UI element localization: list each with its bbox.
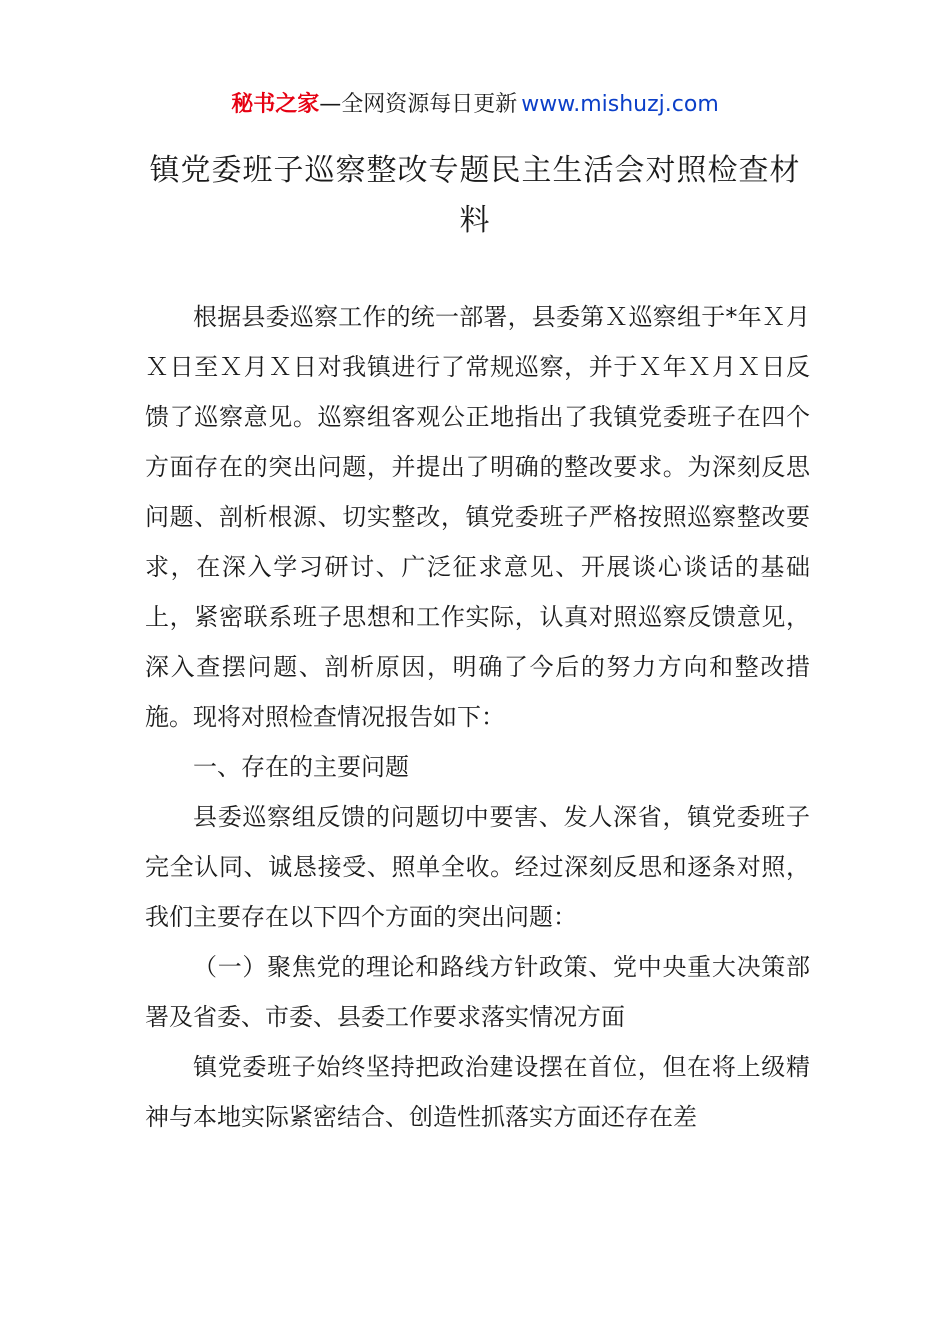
paragraph-subsection-1: 镇党委班子始终坚持把政治建设摆在首位，但在将上级精神与本地实际紧密结合、创造性抓落实方面还存在差 <box>145 1053 810 1131</box>
section-heading-1: 一、存在的主要问题 <box>193 753 409 781</box>
paragraph-intro: 根据县委巡察工作的统一部署，县委第Ｘ巡察组于*年Ｘ月Ｘ日至Ｘ月Ｘ日对我镇进行了常规巡察，并于Ｘ年Ｘ月Ｘ日反馈了巡察意见。巡察组客观公正地指出了我镇党委班子在四个方面存在的突出问题，并提出了明确的整改要求。为深刻反思问题、剖析根源、切实整改，镇党委班子严格按照巡察整改要求，在深入学习研讨、广泛征求意见、开展谈心谈话的基础上，紧密联系班子思想和工作实际，认真对照巡察反馈意见，深入查摆问题、剖析原因，明确了今后的努力方向和整改措施。现将对照检查情况报告如下： <box>145 303 810 731</box>
site-url-link[interactable]: www.mishuzj.com <box>521 92 719 117</box>
site-header <box>0 88 950 122</box>
subsection-heading-1: （一）聚焦党的理论和路线方针政策、党中央重大决策部署及省委、市委、县委工作要求落实情况方面 <box>145 953 810 1031</box>
header-tagline: —全网资源每日更新 <box>319 92 518 117</box>
brand-name: 秘书之家 <box>231 92 320 117</box>
document-title: 镇党委班子巡察整改专题民主生活会对照检查材料 <box>149 153 801 238</box>
document-body <box>145 292 810 1142</box>
paragraph-summary: 县委巡察组反馈的问题切中要害、发人深省，镇党委班子完全认同、诚恳接受、照单全收。经过深刻反思和逐条对照，我们主要存在以下四个方面的突出问题： <box>145 803 810 931</box>
